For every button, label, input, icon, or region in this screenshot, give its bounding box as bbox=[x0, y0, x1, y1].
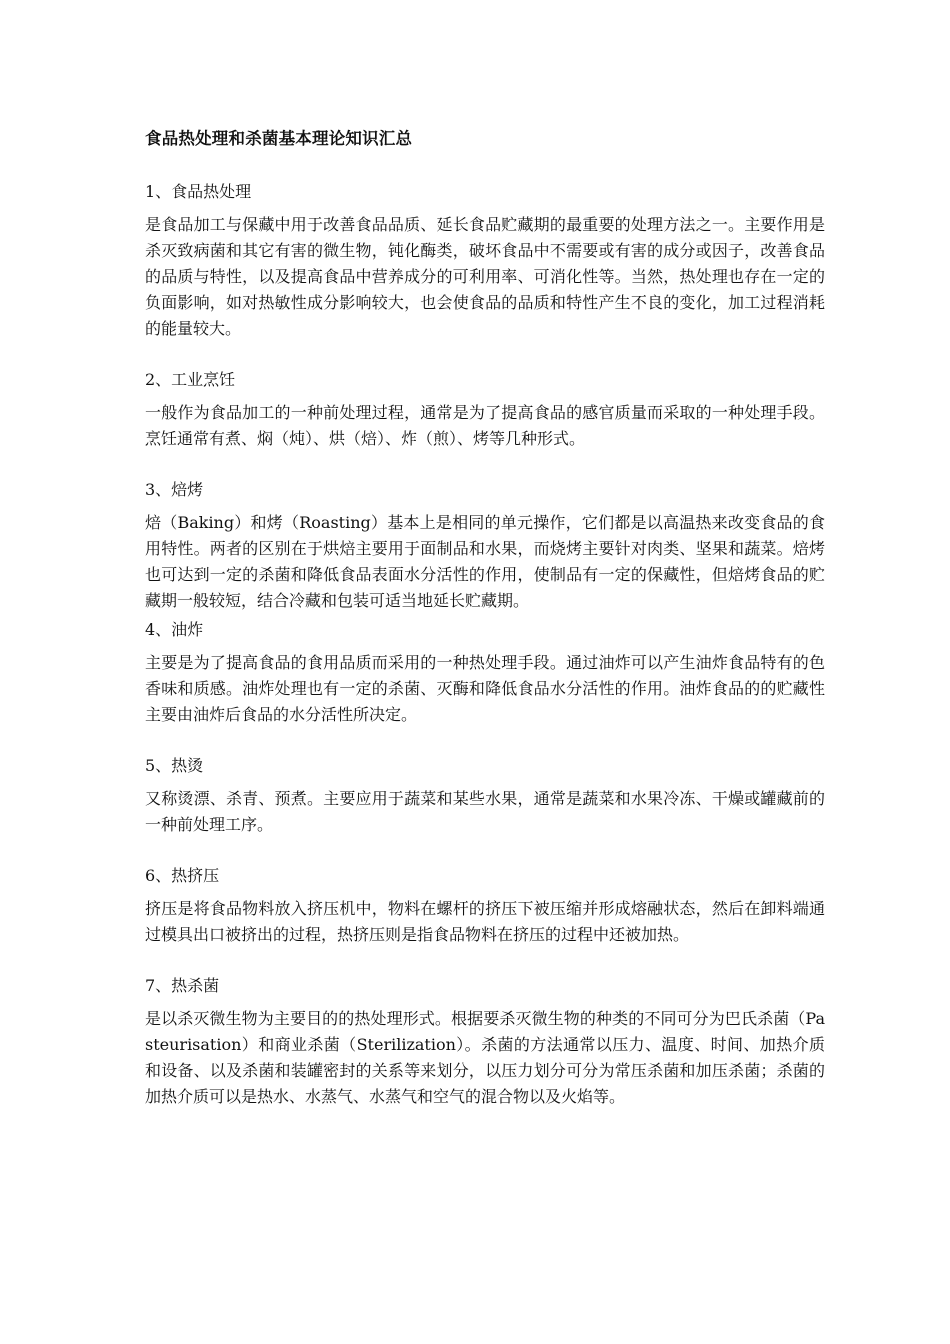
section-body: 是以杀灭微生物为主要目的的热处理形式。根据要杀灭微生物的种类的不同可分为巴氏杀菌（Pasteurisation）和商业杀菌（Sterilization）。杀菌的方法通常以压力、温度、时间、加热介质和设备、以及杀菌和装罐密封的关系等来划分，以压力划分可分为常压杀菌和加压杀菌；杀菌的加热介质可以是热水、水蒸气、水蒸气和空气的混合物以及火焰等。 bbox=[145, 1009, 825, 1106]
document-page bbox=[145, 126, 825, 1136]
section-heading: 4、油炸 bbox=[145, 620, 204, 639]
section-thermal-sterilization bbox=[145, 974, 825, 1110]
section-heading: 6、热挤压 bbox=[145, 866, 220, 885]
section-heading: 7、热杀菌 bbox=[145, 976, 220, 995]
section-body: 是食品加工与保藏中用于改善食品品质、延长食品贮藏期的最重要的处理方法之一。主要作用是杀灭致病菌和其它有害的微生物，钝化酶类，破坏食品中不需要或有害的成分或因子，改善食品的品质与特性，以及提高食品中营养成分的可利用率、可消化性等。当然，热处理也存在一定的负面影响，如对热敏性成分影响较大，也会使食品的品质和特性产生不良的变化，加工过程消耗的能量较大。 bbox=[145, 215, 825, 338]
section-body: 一般作为食品加工的一种前处理过程，通常是为了提高食品的感官质量而采取的一种处理手段。烹饪通常有煮、焖（炖）、烘（焙）、炸（煎）、烤等几种形式。 bbox=[145, 403, 825, 448]
section-heading: 1、食品热处理 bbox=[145, 182, 252, 201]
document-title: 食品热处理和杀菌基本理论知识汇总 bbox=[145, 129, 413, 148]
section-baking-roasting bbox=[145, 478, 825, 614]
section-body: 主要是为了提高食品的食用品质而采用的一种热处理手段。通过油炸可以产生油炸食品特有的色香味和质感。油炸处理也有一定的杀菌、灭酶和降低食品水分活性的作用。油炸食品的的贮藏性主要由油炸后食品的水分活性所决定。 bbox=[145, 653, 825, 724]
section-frying bbox=[145, 618, 825, 728]
section-heading: 5、热烫 bbox=[145, 756, 204, 775]
section-industrial-cooking bbox=[145, 368, 825, 452]
section-body: 挤压是将食品物料放入挤压机中，物料在螺杆的挤压下被压缩并形成熔融状态，然后在卸料端通过模具出口被挤出的过程，热挤压则是指食品物料在挤压的过程中还被加热。 bbox=[145, 899, 825, 944]
section-body: 焙（Baking）和烤（Roasting）基本上是相同的单元操作，它们都是以高温热来改变食品的食用特性。两者的区别在于烘焙主要用于面制品和水果，而烧烤主要针对肉类、坚果和蔬菜。焙烤也可达到一定的杀菌和降低食品表面水分活性的作用，使制品有一定的保藏性，但焙烤食品的贮藏期一般较短，结合冷藏和包装可适当地延长贮藏期。 bbox=[145, 513, 825, 610]
section-blanching bbox=[145, 754, 825, 838]
section-body: 又称烫漂、杀青、预煮。主要应用于蔬菜和某些水果，通常是蔬菜和水果冷冻、干燥或罐藏前的一种前处理工序。 bbox=[145, 789, 825, 834]
section-hot-extrusion bbox=[145, 864, 825, 948]
section-heading: 2、工业烹饪 bbox=[145, 370, 236, 389]
section-food-heat-treatment bbox=[145, 180, 825, 342]
section-heading: 3、焙烤 bbox=[145, 480, 204, 499]
